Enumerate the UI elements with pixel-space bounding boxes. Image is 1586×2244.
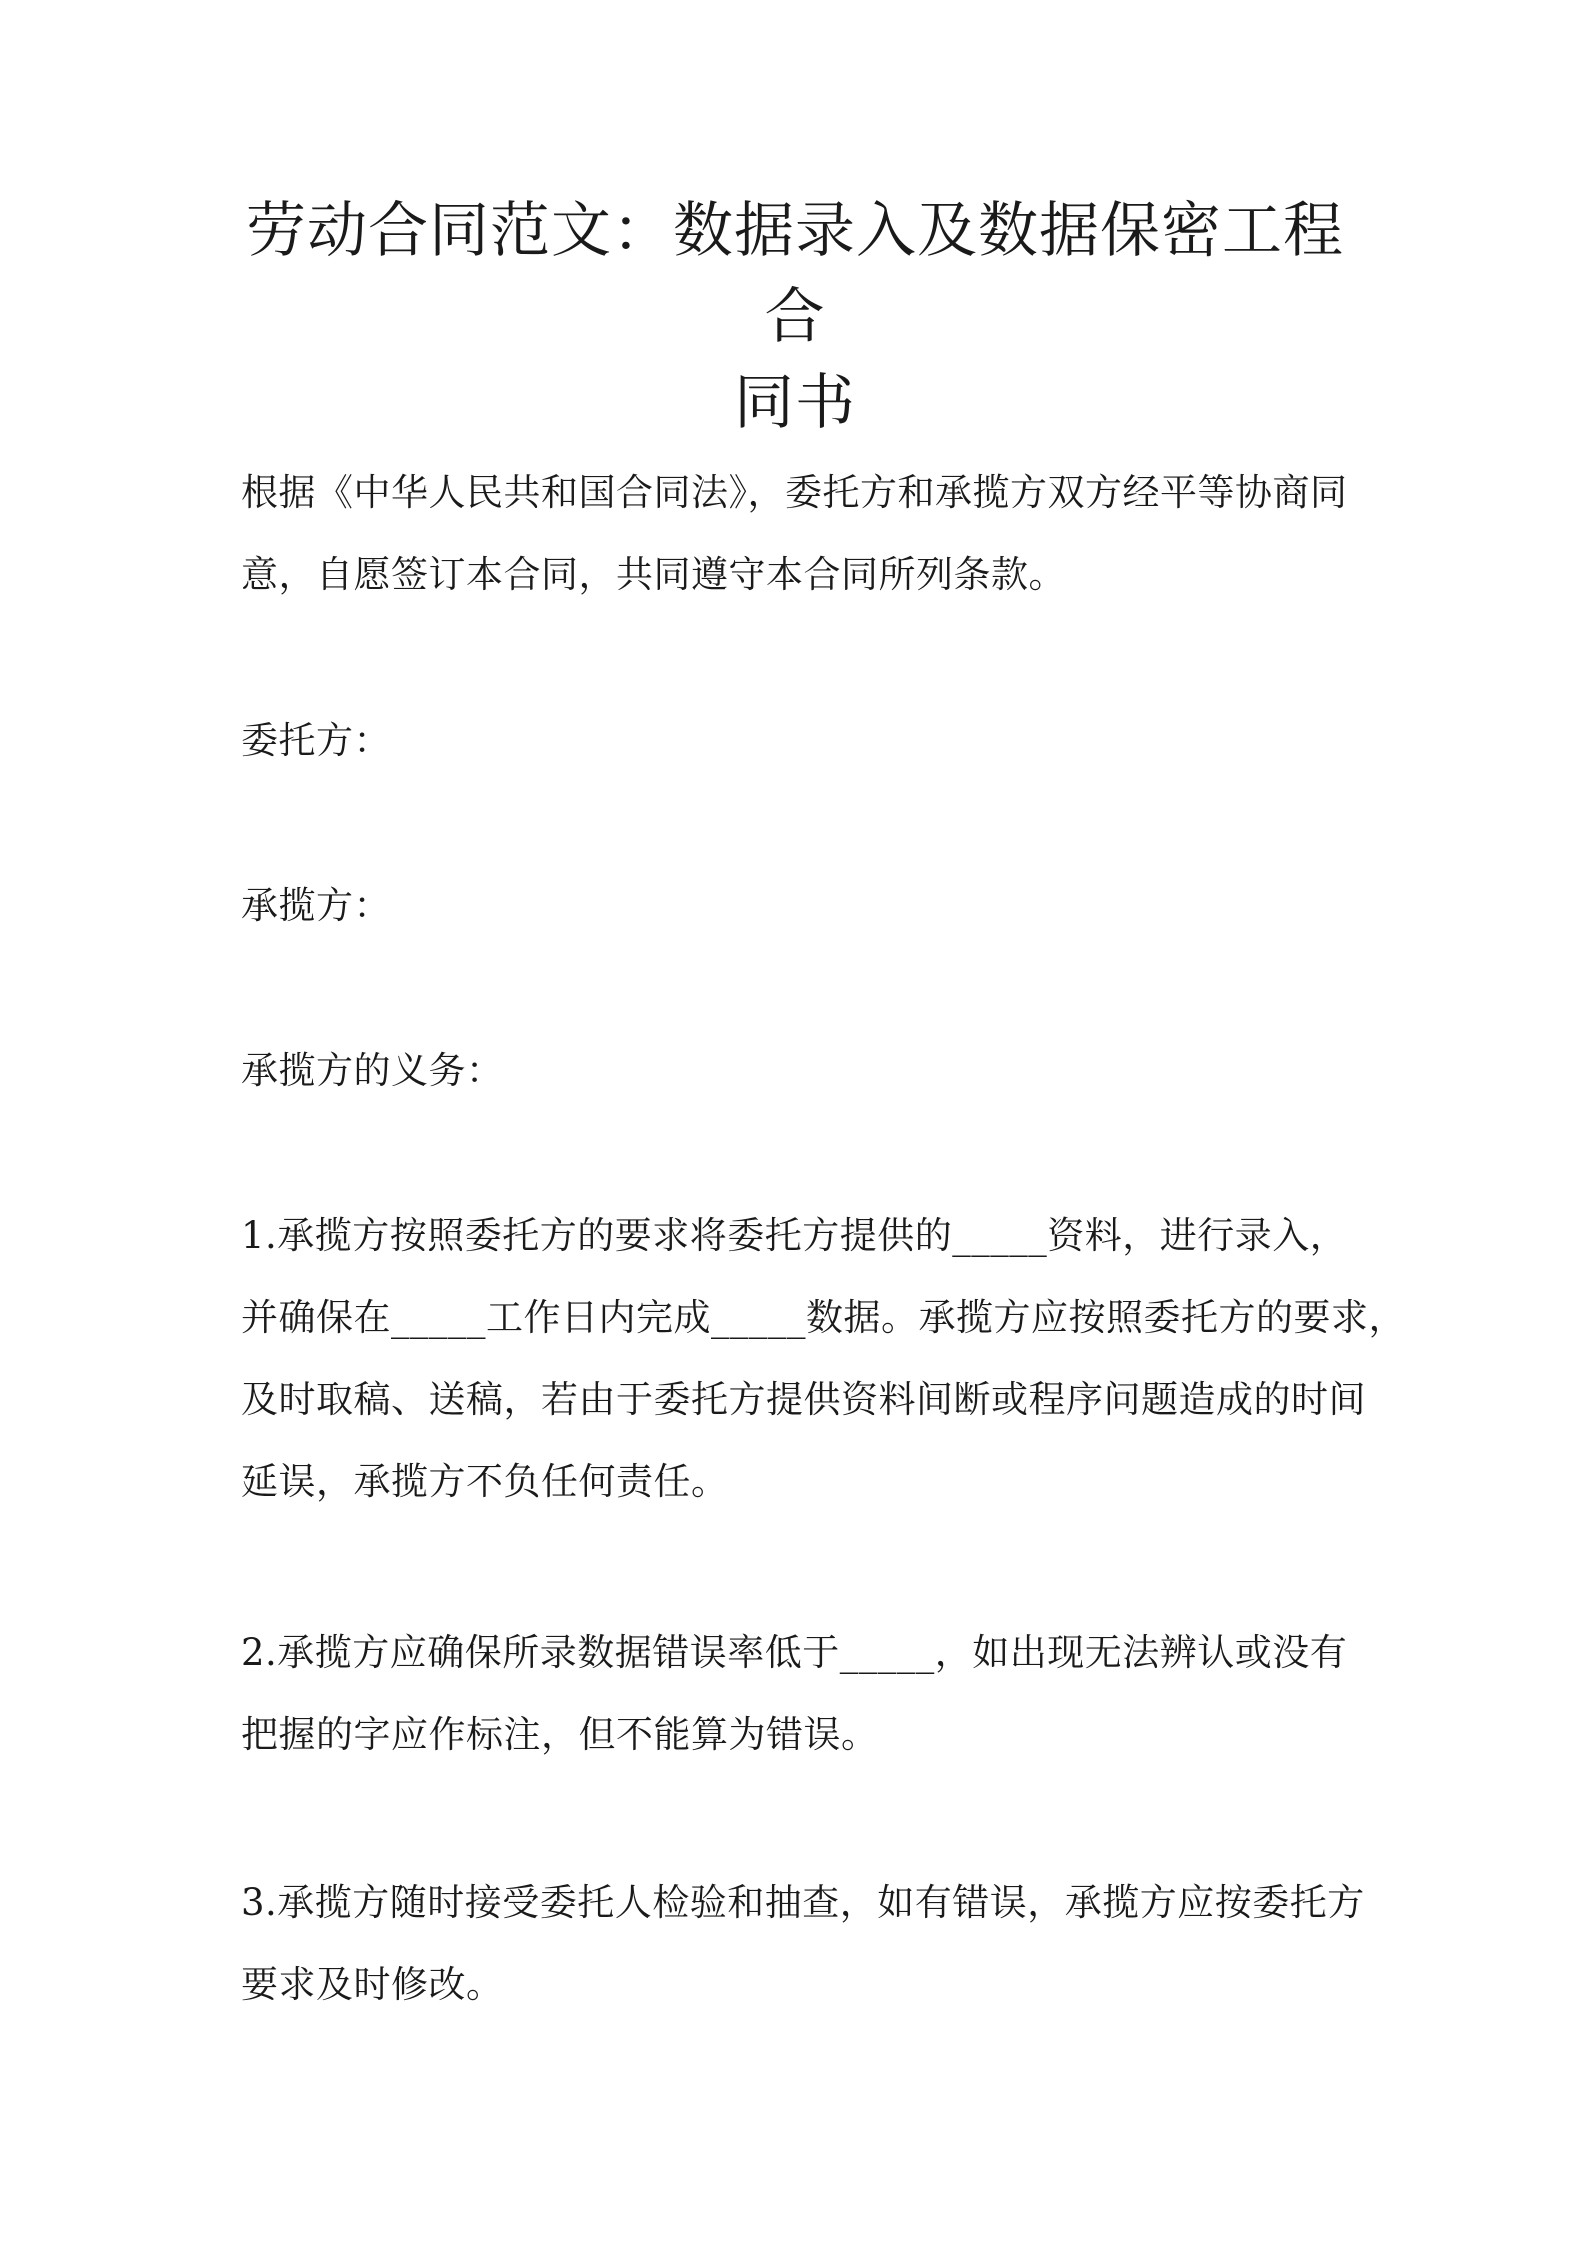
clause-3-line-2: 要求及时修改。 — [241, 1963, 504, 2006]
clause-2 — [241, 1612, 1351, 1776]
intro-paragraph — [241, 452, 1351, 616]
clause-3 — [241, 1862, 1365, 2026]
obligations-heading: 承揽方的义务： — [241, 1049, 504, 1092]
clause-1 — [241, 1195, 1406, 1523]
clause-1-line-2: 并确保在_____工作日内完成_____数据。承揽方应按照委托方的要求， — [241, 1296, 1406, 1339]
title-line-2: 同书 — [734, 368, 856, 438]
clause-3-line-1: 3.承揽方随时接受委托人检验和抽查，如有错误，承揽方应按委托方 — [241, 1881, 1365, 1924]
document-title — [240, 188, 1350, 446]
clause-1-line-3: 及时取稿、送稿，若由于委托方提供资料间断或程序问题造成的时间 — [241, 1378, 1366, 1421]
contractor-label: 承揽方： — [241, 884, 391, 927]
title-line-1: 劳动合同范文：数据录入及数据保密工程合 — [246, 196, 1344, 352]
clause-2-line-1: 2.承揽方应确保所录数据错误率低于_____，如出现无法辨认或没有 — [241, 1631, 1348, 1674]
clause-1-line-1: 1.承揽方按照委托方的要求将委托方提供的_____资料，进行录入， — [241, 1214, 1348, 1257]
clause-1-line-4: 延误，承揽方不负任何责任。 — [241, 1460, 729, 1503]
intro-line-2: 意，自愿签订本合同，共同遵守本合同所列条款。 — [241, 553, 1066, 596]
client-label: 委托方： — [241, 719, 391, 762]
clause-2-line-2: 把握的字应作标注，但不能算为错误。 — [241, 1713, 879, 1756]
intro-line-1: 根据《中华人民共和国合同法》，委托方和承揽方双方经平等协商同 — [241, 471, 1348, 514]
